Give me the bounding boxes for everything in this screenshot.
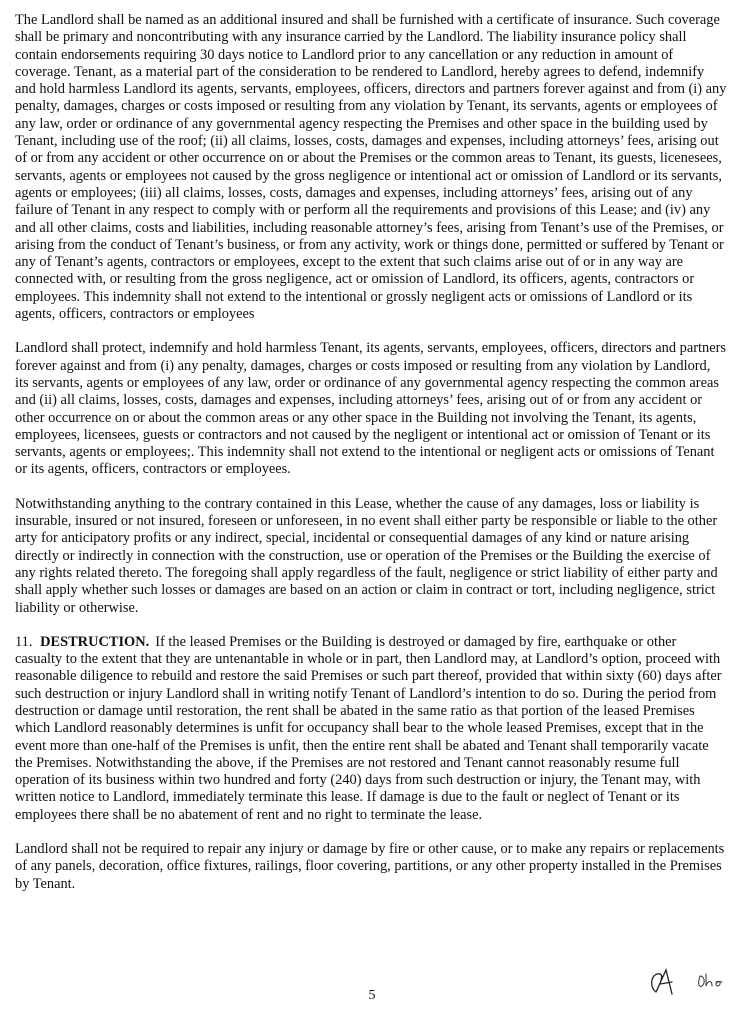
section-heading: DESTRUCTION. — [40, 633, 150, 650]
page-number: 5 — [368, 988, 376, 1003]
paragraph-indemnity-landlord: Landlord shall protect, indemnify and hold harmless Tenant, its agents, servants, employees, officers, directors and partners forever against and from (i) any penalty, damages, charges or costs imposed or resulting from any violation by Landlord, its servants, agents or employees of any law, order or ordinance of any governmental agency respecting the common areas and (ii) all claims, losses, costs, damages and expenses, including attorneys’ fees, arising out of or from any accident or other occurrence on or about the common areas or any other space in the Building not involving the Tenant, its agents, employees, licensees, guests or contractors and not caused by the negligent or intentional act or omission of Tenant or its servants, agents or employees;. This indemnity shall not extend to the intentional or negligent acts or omissions of Tenant or its agents, officers, contractors or employees. — [15, 340, 727, 478]
section-number: 11. — [15, 633, 33, 650]
paragraph-destruction — [15, 634, 727, 824]
paragraph-repairs: Landlord shall not be required to repair any injury or damage by fire or other cause, or to make any repairs or replacements of any panels, decoration, office fixtures, railings, floor covering, partitions, or any other property installed in the Premises by Tenant. — [15, 841, 725, 892]
paragraph-consequential-damages: Notwithstanding anything to the contrary contained in this Lease, whether the cause of any damages, loss or liability is insurable, insured or not insured, foreseen or unforeseen, in no event shall either party be responsible or liable to the other arty for anticipatory profits or any indirect, special, incidental or consequential damages of any kind or nature arising directly or indirectly in connection with the construction, use or operation of the Premises or the Building the exercise of any rights related thereto. The foregoing shall apply regardless of the fault, negligence or strict liability of either party and shall apply whether such losses or damages are based on an action or claim in contract or tort, including negligence, strict liability or otherwise. — [15, 495, 718, 616]
section-text: If the leased Premises or the Building is destroyed or damaged by fire, earthquake or other casualty to the extent that they are untenantable in whole or in part, then Landlord may, at Landlord’s option, proceed with reasonable diligence to rebuild and restore the said Premises or such part thereof, provided that within sixty (60) days after such destruction or injury Landlord shall in writing notify Tenant of Landlord’s intention to do so. During the period from destruction or damage until restoration, the rent shall be abated in the same ratio as that portion of the leased Premises which Landlord reasonably determines is unfit for occupancy shall bear to the whole leased Premises, except that in the event more than one-half of the Premises is unfit, then the entire rent shall be abated and Tenant shall temporarily vacate the Premises. Notwithstanding the above, if the Premises are not restored and Tenant cannot reasonably resume full operation of its business within two hundred and forty (240) days from such destruction or injury, the Tenant may, with written notice to Landlord, immediately terminate this lease. If damage is due to the fault or neglect of Tenant or its employees there shall be no abatement of rent and no right to terminate the lease. — [15, 633, 722, 823]
document-body — [15, 12, 727, 910]
paragraph-insurance-indemnity-tenant: The Landlord shall be named as an additional insured and shall be furnished with a certificate of insurance. Such coverage shall be primary and noncontributing with any insurance carried by the Landlord. The liability insurance policy shall contain endorsements requiring 30 days notice to Landlord prior to any cancellation or any reduction in amount of coverage. Tenant, as a material part of the consideration to be rendered to Landlord, hereby agrees to defend, indemnify and hold harmless Landlord its agents, servants, employees, officers, directors and partners forever against and from (i) any penalty, damages, charges or costs imposed or resulting from any violation by Tenant, its servants, agents or employees of any law, order or ordinance of any governmental agency respecting the Premises and other space in the building used by Tenant, including use of the roof; (ii) all claims, losses, costs, damages and expenses, including attorneys’ fees, arising out of or from any accident or other occurrence on or about the Premises or the common areas to Tenant, its guests, licenesees, servants, agents or employees not caused by the gross negligence or intentional act or omission of Landlord or its servants, agents or employees; (iii) all claims, losses, costs, damages and expenses, including attorneys’ fees, arising out of any failure of Tenant in any respect to comply with or perform all the requirements and provisions of this Lease; and (iv) any and all other claims, costs and liabilities, including reasonable attorney’s fees, arising from Tenant’s use of the Premises, or arising from the conduct of Tenant’s business, or from any activity, work or things done, permitted or suffered by Tenant or any of Tenant’s agents, contractors or employees, except to the extent that such claims arise out of or in any way are connected with, or resulting from the gross negligence, act or omission of Landlord, its officers, agents, contractors or employees. This indemnity shall not extend to the intentional or grossly negligent acts or omissions of Landlord or its agents, officers, contractors or employees — [15, 12, 727, 323]
